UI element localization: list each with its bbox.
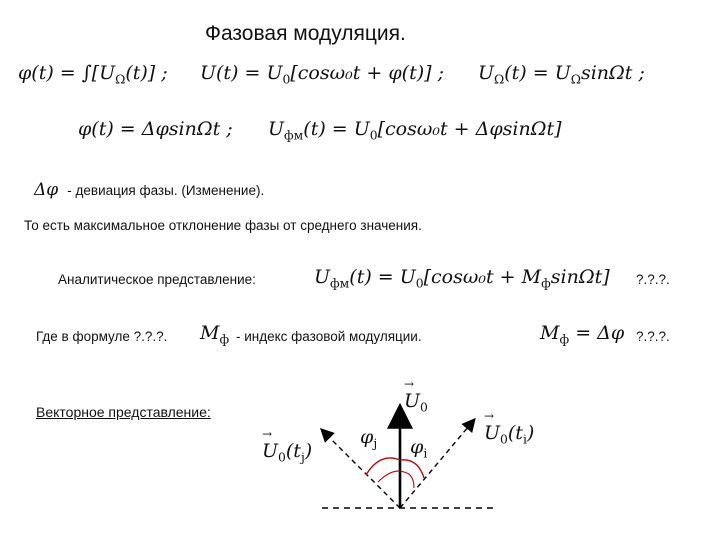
max-deviation-text: То есть максимальное отклонение фазы от среднего значения. [24,218,422,233]
u0-ti-vector [400,420,474,508]
angle-arc-inner [378,471,414,488]
phi-i-label: $\varphi_i$ [410,436,428,461]
index-prefix: Где в формуле ?.?.?. [36,329,168,344]
formula-pm-signal: $U_{фм}(t) = U_0[\cos\omega_0t + \Delta\varphi\sin\Omega t]$ [268,118,562,143]
u0-ti-label: → $U_0(t_i)$ [484,422,534,446]
index-text: - индекс фазовой модуляции. [236,329,422,344]
analytic-dots: ?.?.?. [636,272,670,287]
vector-label: Векторное представление: [36,404,211,420]
angle-arc-i [400,460,424,478]
slide-title: Фазовая модуляция. [205,22,406,45]
phi-j-label: $\varphi_j$ [360,426,378,451]
index-symbol: $M_ф$ [200,322,230,347]
analytic-label: Аналитическое представление: [58,272,256,287]
formula-modulating-signal: $U_\Omega(t) = U_\Omega\sin\Omega t$ ; [478,62,645,87]
index-dots: ?.?.?. [636,329,670,344]
index-relation: $M_ф = \Delta\varphi$ [540,322,625,347]
formula-signal: $U(t) = U_0[\cos\omega_0t + \varphi(t)]$ ; [200,62,444,87]
u0-tj-label: → $U_0(t_j)$ [262,440,312,464]
formula-phase-sine: φ(t) = ΔφsinΩt ; [78,118,233,140]
delta-phi-symbol: Δφ [34,180,59,200]
deviation-text: - девиация фазы. (Изменение). [67,183,265,198]
angle-arc-j [366,458,400,475]
formula-analytic: $U_{фм}(t) = U_0[\cos\omega_0t + M_ф\sin\Omega t]$ [314,266,610,291]
u0-label: → $U_0$ [404,390,428,414]
formula-phase-integral: $\varphi(t) = \int[U_\Omega(t)]$ ; [18,62,168,87]
